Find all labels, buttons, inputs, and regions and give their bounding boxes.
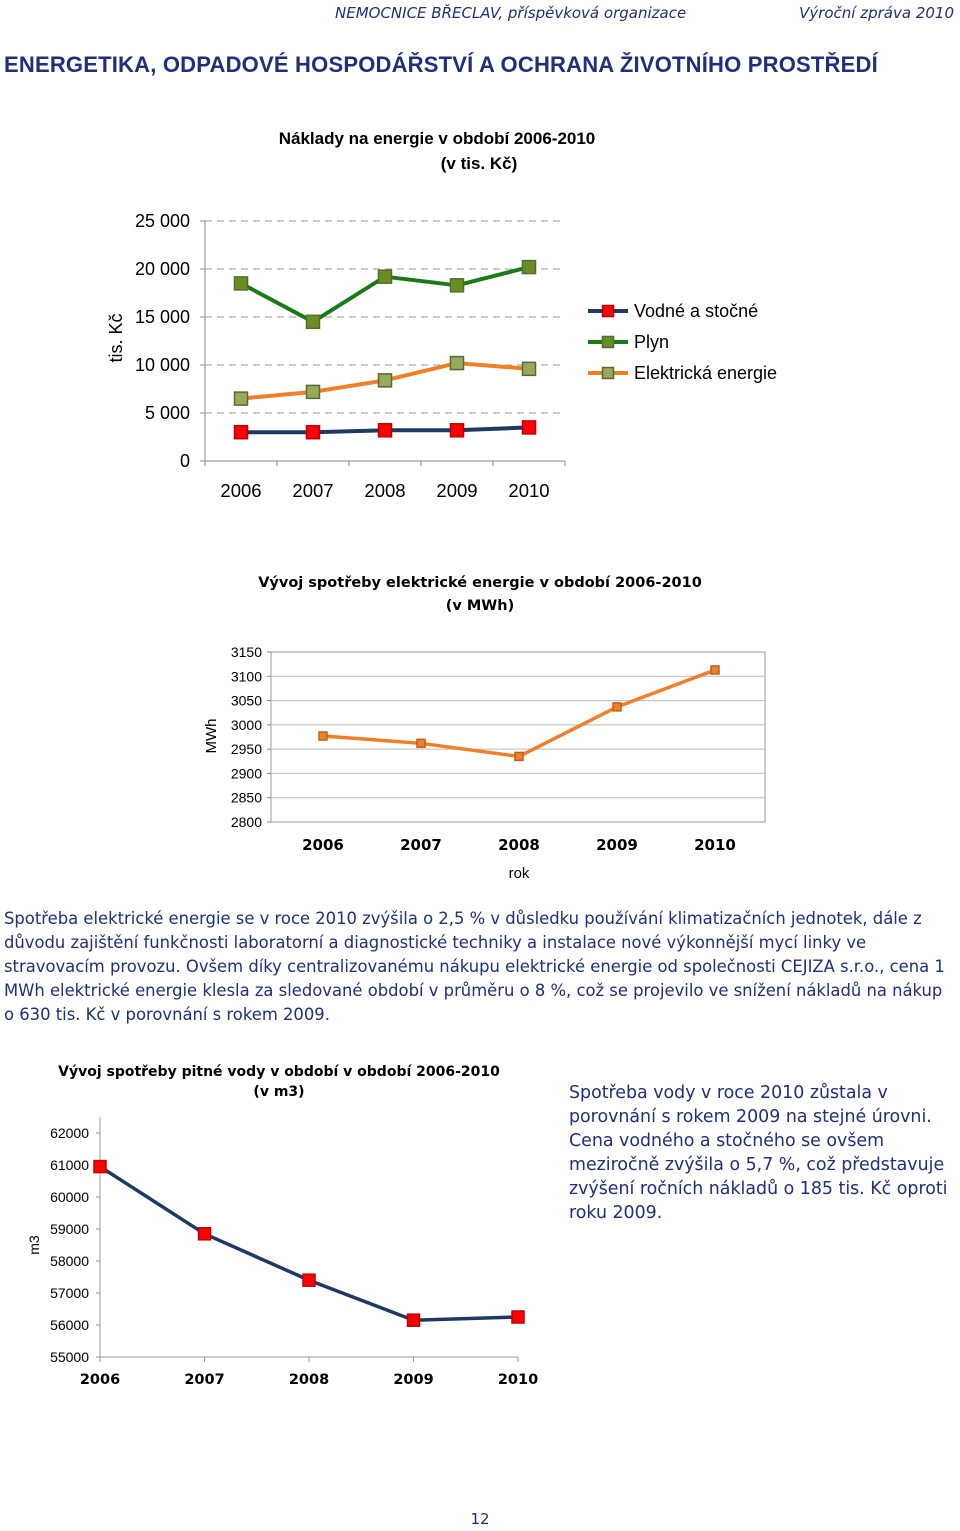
data-point-marker — [235, 426, 248, 439]
y-tick-label: 3050 — [230, 692, 262, 709]
y-tick-label: 62000 — [50, 1125, 89, 1141]
y-tick-label: 56000 — [50, 1317, 89, 1333]
header-report-title: Výroční zpráva 2010 — [799, 4, 954, 22]
y-tick-label: 15 000 — [134, 307, 190, 327]
y-tick-label: 25 000 — [134, 211, 190, 231]
electricity-paragraph: Spotřeba elektrické energie se v roce 2010 zvýšila o 2,5 % v důsledku používání klimatizačních jednotek, dále z důvodu zajištění funkčnosti laboratorní a diagnostické techniky a instalace nové výkonnější mycí linky ve stravovacím provozu. Ovšem díky centralizovanému nákupu elektrické energie od společnosti CEJIZA s.r.o., cena 1 MWh elektrické energie klesla za sledované období v průměru o 8 %, což se projevilo ve snížení nákladů na nákup o 630 tis. Kč v porovnání s rokem 2009. — [4, 909, 945, 1024]
y-tick-label: 58000 — [50, 1253, 89, 1269]
data-point-marker — [523, 261, 536, 274]
x-tick-label: 2008 — [288, 1372, 330, 1388]
y-tick-label: 3150 — [230, 644, 262, 660]
chart1-title: Náklady na energie v období 2006-2010 — [278, 129, 596, 148]
data-point-marker — [199, 1228, 211, 1240]
y-tick-label: 20 000 — [134, 259, 190, 279]
y-tick-label: 10 000 — [134, 355, 190, 375]
data-point-marker — [451, 279, 464, 292]
header-organization: NEMOCNICE BŘECLAV, příspěvková organizace — [335, 4, 687, 22]
y-tick-label: 57000 — [50, 1285, 89, 1301]
data-point-marker — [307, 385, 320, 398]
chart3-title: Vývoj spotřeby pitné vody v období v období 2006-2010 — [58, 1064, 500, 1080]
legend-label: Vodné a stočné — [634, 301, 759, 321]
y-tick-label: 3000 — [230, 716, 262, 733]
legend-label: Plyn — [634, 332, 670, 352]
data-point-marker — [515, 752, 523, 760]
x-tick-label: 2009 — [436, 480, 478, 501]
x-tick-label: 2009 — [596, 836, 638, 854]
x-tick-label: 2007 — [184, 1372, 225, 1388]
data-point-marker — [408, 1314, 420, 1326]
x-tick-label: 2010 — [508, 480, 550, 501]
y-tick-label: 2800 — [230, 814, 262, 830]
legend-marker — [603, 337, 614, 348]
data-point-marker — [319, 732, 327, 740]
data-point-marker — [512, 1311, 524, 1323]
x-tick-label: 2006 — [79, 1372, 121, 1388]
legend-marker — [603, 306, 614, 317]
chart3-subtitle: (v m3) — [253, 1084, 305, 1100]
data-point-marker — [379, 424, 392, 437]
water-paragraph: Spotřeba vody v roce 2010 zůstala v porovnání s rokem 2009 na stejné úrovni. Cena vodného a stočného se ovšem meziročně zvýšila o 5,7 %, což představuje zvýšení ročních nákladů o 185 tis. Kč oproti roku 2009. — [569, 1083, 948, 1223]
data-point-marker — [307, 315, 320, 328]
x-tick-label: 2006 — [302, 836, 344, 854]
data-point-marker — [307, 426, 320, 439]
chart1-subtitle: (v tis. Kč) — [440, 154, 518, 173]
y-tick-label: 0 — [179, 451, 190, 471]
chart2-y-axis-label: MWh — [203, 718, 220, 754]
y-tick-label: 55000 — [50, 1349, 89, 1365]
series-line — [100, 1167, 518, 1321]
chart2-subtitle: (v MWh) — [445, 598, 515, 614]
x-tick-label: 2007 — [400, 836, 442, 854]
data-point-marker — [613, 703, 621, 711]
y-tick-label: 2950 — [230, 741, 262, 758]
data-point-marker — [711, 666, 719, 674]
legend-marker — [603, 368, 614, 379]
x-tick-label: 2008 — [364, 480, 406, 501]
y-tick-label: 60000 — [50, 1189, 89, 1205]
x-tick-label: 2010 — [694, 836, 736, 854]
electricity-consumption-chart — [0, 560, 960, 890]
y-tick-label: 59000 — [50, 1221, 89, 1237]
x-tick-label: 2006 — [220, 480, 262, 501]
x-tick-label: 2010 — [497, 1372, 539, 1388]
chart2-title: Vývoj spotřeby elektrické energie v období 2006-2010 — [258, 575, 702, 591]
data-point-marker — [417, 739, 425, 747]
legend-label: Elektrická energie — [634, 363, 778, 383]
y-tick-label: 2850 — [230, 789, 262, 806]
chart3-y-axis-label: m3 — [26, 1235, 42, 1255]
data-point-marker — [379, 374, 392, 387]
y-tick-label: 2900 — [230, 765, 262, 782]
data-point-marker — [235, 392, 248, 405]
chart2-x-axis-label: rok — [508, 865, 530, 882]
data-point-marker — [379, 270, 392, 283]
x-tick-label: 2008 — [498, 836, 540, 854]
x-tick-label: 2007 — [292, 480, 334, 501]
data-point-marker — [235, 277, 248, 290]
data-point-marker — [523, 362, 536, 375]
data-point-marker — [451, 357, 464, 370]
data-point-marker — [523, 421, 536, 434]
section-title: ENERGETIKA, ODPADOVÉ HOSPODÁŘSTVÍ A OCHRANA ŽIVOTNÍHO PROSTŘEDÍ — [4, 52, 878, 77]
data-point-marker — [451, 424, 464, 437]
y-tick-label: 5 000 — [144, 403, 190, 423]
water-consumption-chart — [0, 1055, 560, 1395]
series-line — [323, 670, 715, 756]
data-point-marker — [303, 1274, 315, 1286]
chart1-y-axis-label: tis. Kč — [106, 313, 126, 363]
data-point-marker — [94, 1161, 106, 1173]
y-tick-label: 3100 — [230, 668, 262, 685]
page-number: 12 — [470, 1510, 490, 1528]
energy-costs-chart — [0, 110, 960, 620]
x-tick-label: 2009 — [393, 1372, 434, 1388]
y-tick-label: 61000 — [50, 1157, 89, 1173]
